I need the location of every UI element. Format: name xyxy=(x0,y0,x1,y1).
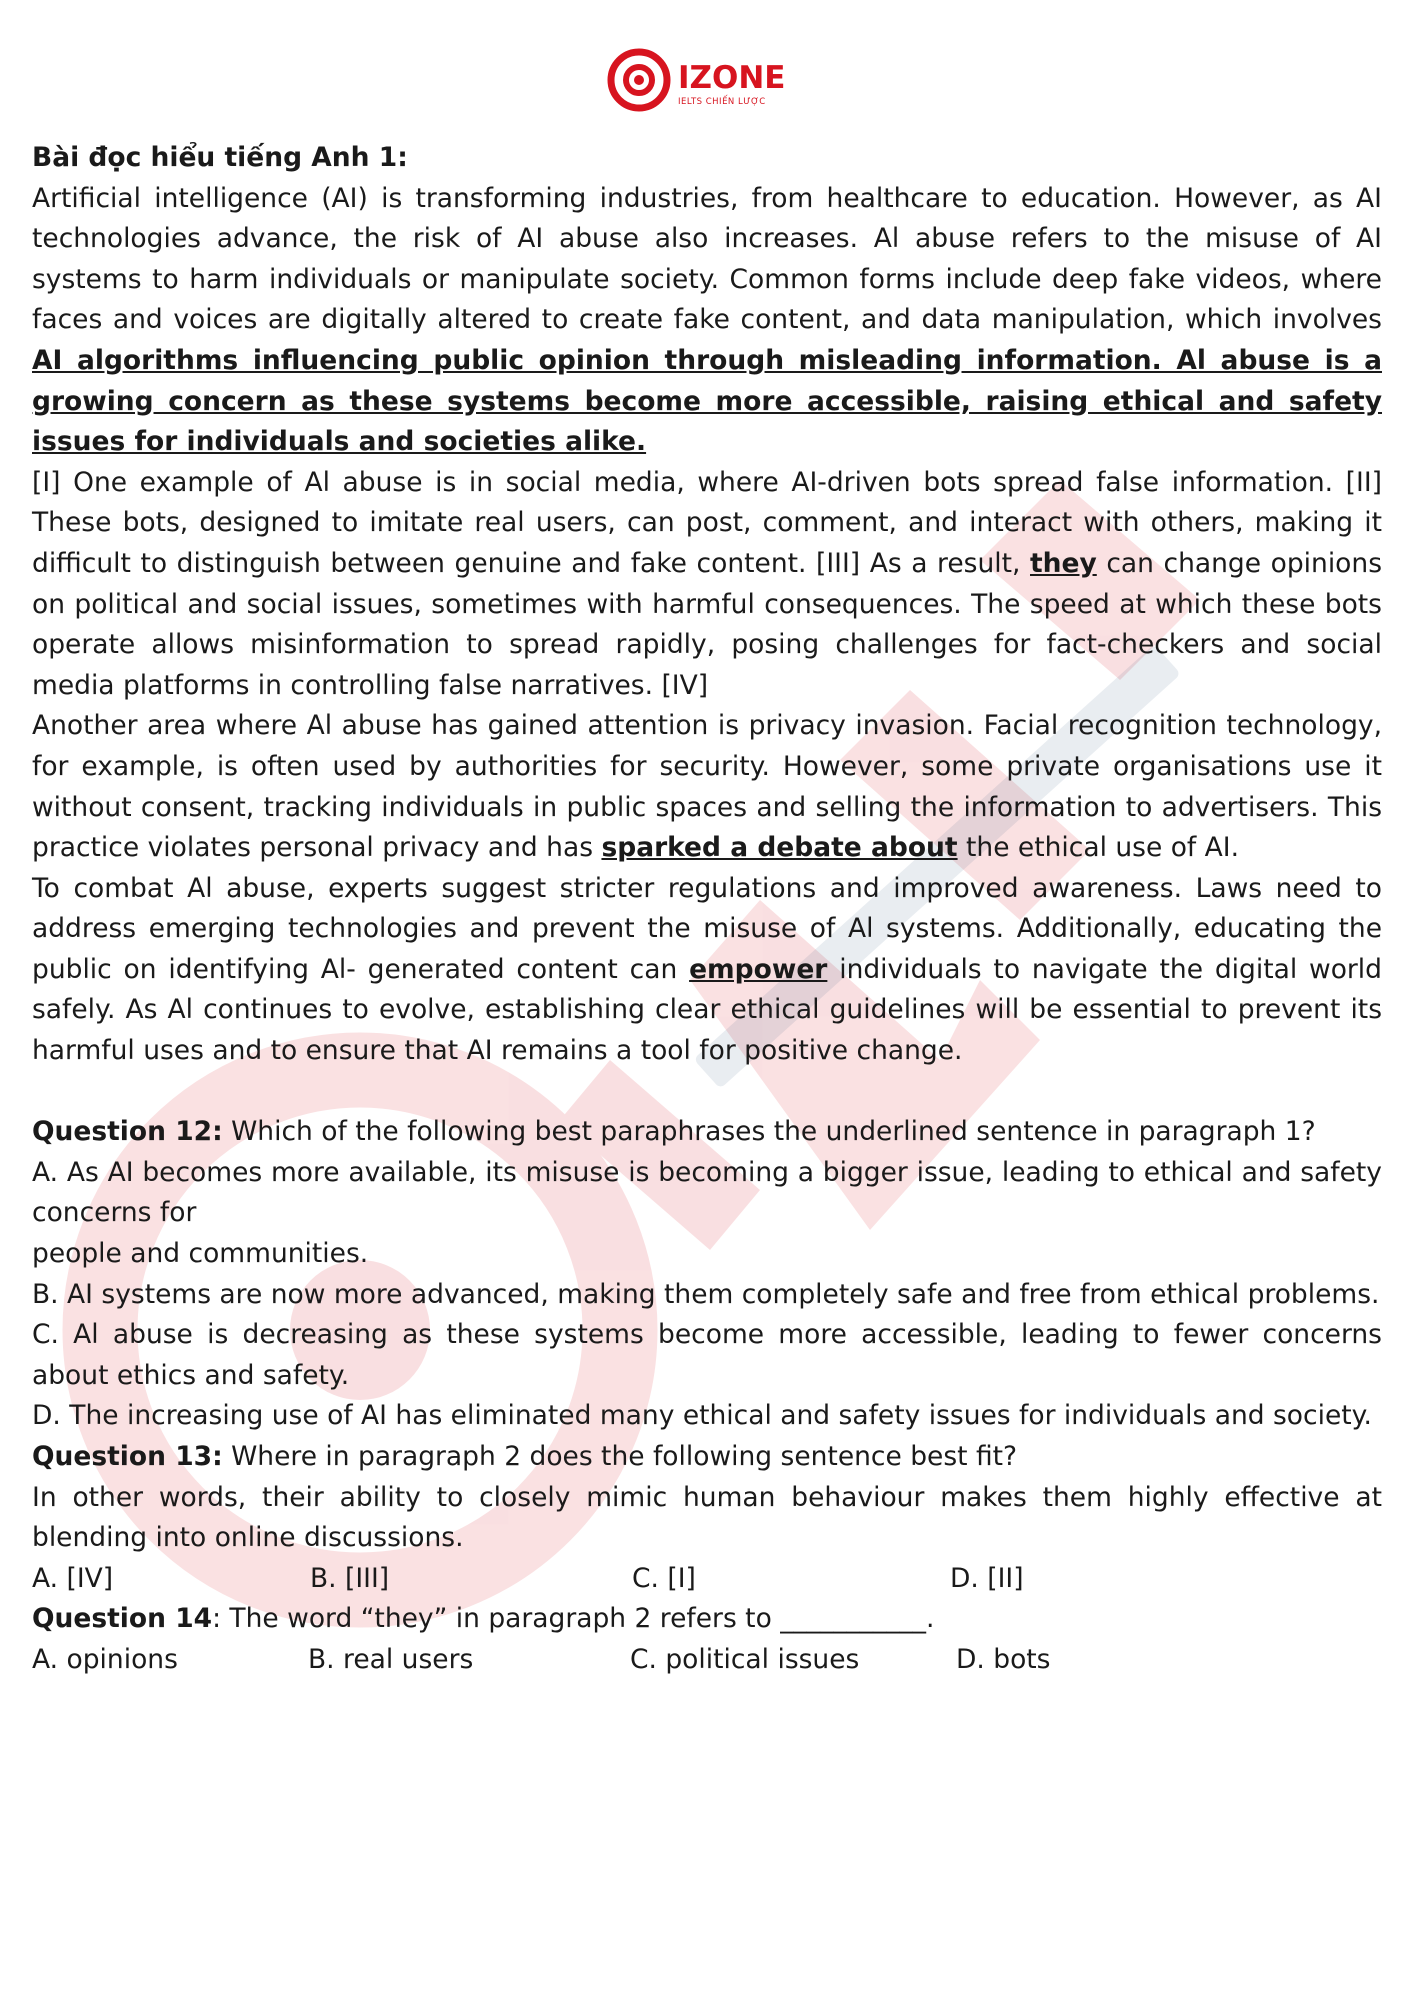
question-13: Question 13: Where in paragraph 2 does the following sentence best fit? xyxy=(32,1441,1018,1472)
question-13-label: Question 13: xyxy=(32,1441,223,1472)
paragraph-3: Another area where Al abuse has gained attention is privacy invasion. Facial recognition technology, for example, is often used by authorities for security. However, some private organisations use it without consent, tracking individuals in public spaces and selling the information to advertisers. This practice violates personal privacy and has sparked a debate about the ethical use of AI. xyxy=(32,710,1382,864)
q13-option: D. [II] xyxy=(950,1562,1024,1594)
q12-option-a: A. As AI becomes more available, its misuse is becoming a bigger issue, leading to ethical and safety concerns for xyxy=(32,1156,1382,1229)
q12-option-b: B. AI systems are now more advanced, making them completely safe and free from ethical problems. xyxy=(32,1278,1380,1310)
question-14-label: Question 14 xyxy=(32,1603,213,1635)
q12-option-d: D. The increasing use of AI has eliminated many ethical and safety issues for individuals and society. xyxy=(32,1400,1372,1432)
paragraph-4: To combat Al abuse, experts suggest stricter regulations and improved awareness. Laws need to address emerging technologies and prevent the misuse of Al systems. Additionally, educating the public on identifying Al- generated content can empower individuals to navigate the digital world safely. As Al continues to evolve, establishing clear ethical guidelines will be essential to prevent its harmful uses and to ensure that AI remains a tool for positive change. xyxy=(32,872,1382,1067)
paragraph-2: [I] One example of Al abuse is in social media, where AI-driven bots spread false information. [II] These bots, designed to imitate real users, can post, comment, and interact with others, making it difficult to distinguish between genuine and fake content. [III] As a result, they can change opinions on political and social issues, sometimes with harmful consequences. The speed at which these bots operate allows misinformation to spread rapidly, posing challenges for fact-checkers and social media platforms in controlling false narratives. [IV] xyxy=(32,466,1382,701)
question-14: Question 14: The word “they” in paragraph 2 refers to ___________. xyxy=(32,1603,935,1635)
document-body xyxy=(32,138,1382,1681)
izone-logo xyxy=(606,44,806,116)
underlined-word-they: they xyxy=(1030,547,1097,579)
q14-options xyxy=(32,1640,1382,1681)
question-12: Question 12: Which of the following best paraphrases the underlined sentence in paragraph 1? xyxy=(32,1116,1316,1148)
logo-tagline: IELTS CHIẾN LƯỢC xyxy=(678,97,766,107)
q14-option: C. political issues xyxy=(630,1643,860,1675)
q13-option: A. [IV] xyxy=(32,1562,114,1594)
underlined-sentence: AI algorithms influencing public opinion through misleading information. Al abuse is a growing concern as these systems become more accessible, raising ethical and safety issues for individuals and societies alike. xyxy=(32,344,1382,458)
q13-option: C. [I] xyxy=(632,1562,696,1594)
q14-option: B. real users xyxy=(308,1643,474,1675)
q13-option: B. [III] xyxy=(310,1562,390,1594)
q12-option-c: C. Al abuse is decreasing as these systems become more accessible, leading to fewer concerns about ethics and safety. xyxy=(32,1319,1382,1391)
q14-option: A. opinions xyxy=(32,1643,178,1675)
logo-wordmark: IZONE xyxy=(678,60,786,96)
paragraph-1: Artificial intelligence (AI) is transforming industries, from healthcare to education. However, as AI technologies advance, the risk of AI abuse also increases. Al abuse refers to the misuse of AI systems to harm individuals or manipulate society. Common forms include deep fake videos, where faces and voices are digitally altered to create fake content, and data manipulation, which involves AI algorithms influencing public opinion through misleading information. Al abuse is a growing concern as these systems become more accessible, raising ethical and safety issues for individuals and societies alike. xyxy=(32,182,1382,458)
q12-option-a-cont: people and communities. xyxy=(32,1238,369,1270)
underlined-phrase-debate: sparked a debate about xyxy=(601,832,958,864)
q14-option: D. bots xyxy=(956,1643,1051,1675)
q13-sentence: In other words, their ability to closely mimic human behaviour makes them highly effective at blending into online discussions. xyxy=(32,1481,1382,1554)
question-12-label: Question 12: xyxy=(32,1116,223,1148)
underlined-word-empower: empower xyxy=(689,953,828,985)
q13-options xyxy=(32,1559,1382,1600)
reading-heading: Bài đọc hiểu tiếng Anh 1: xyxy=(32,142,408,173)
